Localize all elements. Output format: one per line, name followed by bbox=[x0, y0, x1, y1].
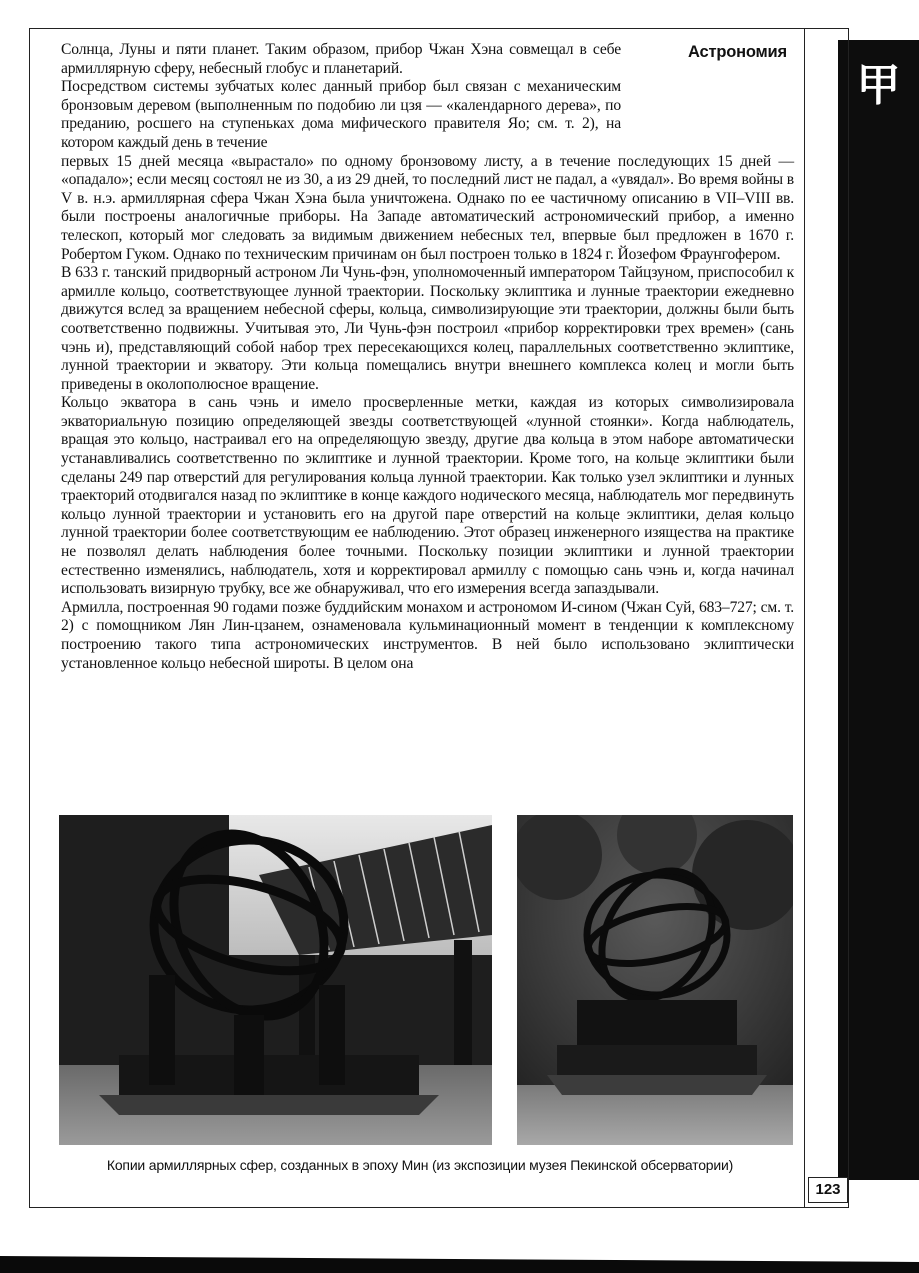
photo-armillary-sphere-garden bbox=[517, 815, 793, 1145]
scan-edge-shadow bbox=[0, 1238, 919, 1273]
paragraph-1-narrow: Солнца, Луны и пяти планет. Таким образом, прибор Чжан Хэна совмещал в себе армиллярную сферу, небесный глобус и планетарий. bbox=[61, 41, 621, 77]
photo-armillary-sphere-garden-image bbox=[517, 815, 793, 1145]
margin-rule bbox=[804, 28, 805, 1208]
section-tab-glyph: 甲 bbox=[856, 60, 901, 111]
side-edge-bar bbox=[838, 40, 919, 1180]
figure-caption: Копии армиллярных сфер, созданных в эпоху Мин (из экспозиции музея Пекинской обсерватории) bbox=[106, 1157, 734, 1173]
section-header: Астрономия bbox=[688, 43, 787, 61]
page-number: 123 bbox=[808, 1177, 848, 1203]
paragraph-5: Армилла, построенная 90 годами позже буддийским монахом и астрономом И-сином (Чжан Суй, 683–727; см. т. 2) с помощником Лян Лин-цзанем, ознаменовала кульминационный момент в тенденции к комплексному построению такого типа астрономических инструментов. В ней было использовано эклиптически установленное кольцо небесной широты. В целом она bbox=[61, 598, 794, 672]
paragraph-3: В 633 г. танский придворный астроном Ли Чунь-фэн, уполномоченный императором Тайцзуном, приспособил к армилле кольцо, соответствующее лунной траектории. Поскольку эклиптика и лунные траектории ежедневно движутся вслед за вращением небесной сферы, кольца, символизирующие эти траектории, должны были быть соответственно подвижны. Учитывая это, Ли Чунь-фэн построил «прибор корректировки трех времен» (сань чэнь и), представляющий собой набор трех пересекающихся колец, параллельных соответственно эклиптике, лунной траектории и экватору. Эти кольца помещались внутри внешнего комплекса колец и могли быть приведены в околополюсное вращение. bbox=[61, 264, 794, 393]
paragraph-2-wide: первых 15 дней месяца «вырастало» по одному бронзовому листу, а в течение последующих 15 дней — «опадало»; если месяц состоял не из 30, а из 29 дней, то последний лист не падал, а «увядал». Во время войны в V в. н.э. армиллярная сфера Чжан Хэна была уничтожена. Однако по ее частичному описанию в VII–VIII вв. были построены аналогичные приборы. На Западе автоматический астрономический прибор, а именно телескоп, который мог следовать за видимым движением небесных тел, впервые был предложен в 1670 г. Робертом Гуком. Однако по техническим причинам он был построен только в 1824 г. Йозефом Фраунгофером. bbox=[61, 152, 794, 263]
paragraph-4: Кольцо экватора в сань чэнь и имело просверленные метки, каждая из которых символизировала экваториальную позицию определяющей звезды соответствующей «лунной стоянки». Когда наблюдатель, вращая это кольцо, настраивал его на определяющую звезду, другие два кольца в этом наборе автоматически устанавливались соответственно по эклиптике и лунной траектории. Кроме того, на кольце эклиптики были сделаны 249 пар отверстий для регулирования кольца лунной траектории. Как только узел эклиптики и лунных траекторий отодвигался назад по эклиптике в конце каждого нодического месяца, наблюдатель мог передвинуть кольцо лунной траектории и установить его на другой паре отверстий на кольце эклиптики, делая кольцо лунной траектории более соответствующим ее наблюдению. Этот образец инженерного изящества на практике не позволял делать наблюдения более точными. Поскольку позиции эклиптики и лунной траектории естественно изменялись, наблюдатель, хотя и корректировал армиллу с помощью сань чэнь и, когда начинал использовать визирную трубку, все же обнаруживал, что его измерения всегда запаздывали. bbox=[61, 394, 794, 598]
body-text bbox=[61, 41, 794, 673]
paragraph-2-narrow: Посредством системы зубчатых колес данный прибор был связан с механическим бронзовым деревом (выполненным по подобию ли цзя — «календарного дерева», по преданию, росшего на ступеньках дома мифического правителя Яо; см. т. 2), на котором каждый день в течение bbox=[61, 78, 621, 151]
photo-armillary-sphere-courtyard bbox=[59, 815, 492, 1145]
photo-armillary-sphere-courtyard-image bbox=[59, 815, 492, 1145]
